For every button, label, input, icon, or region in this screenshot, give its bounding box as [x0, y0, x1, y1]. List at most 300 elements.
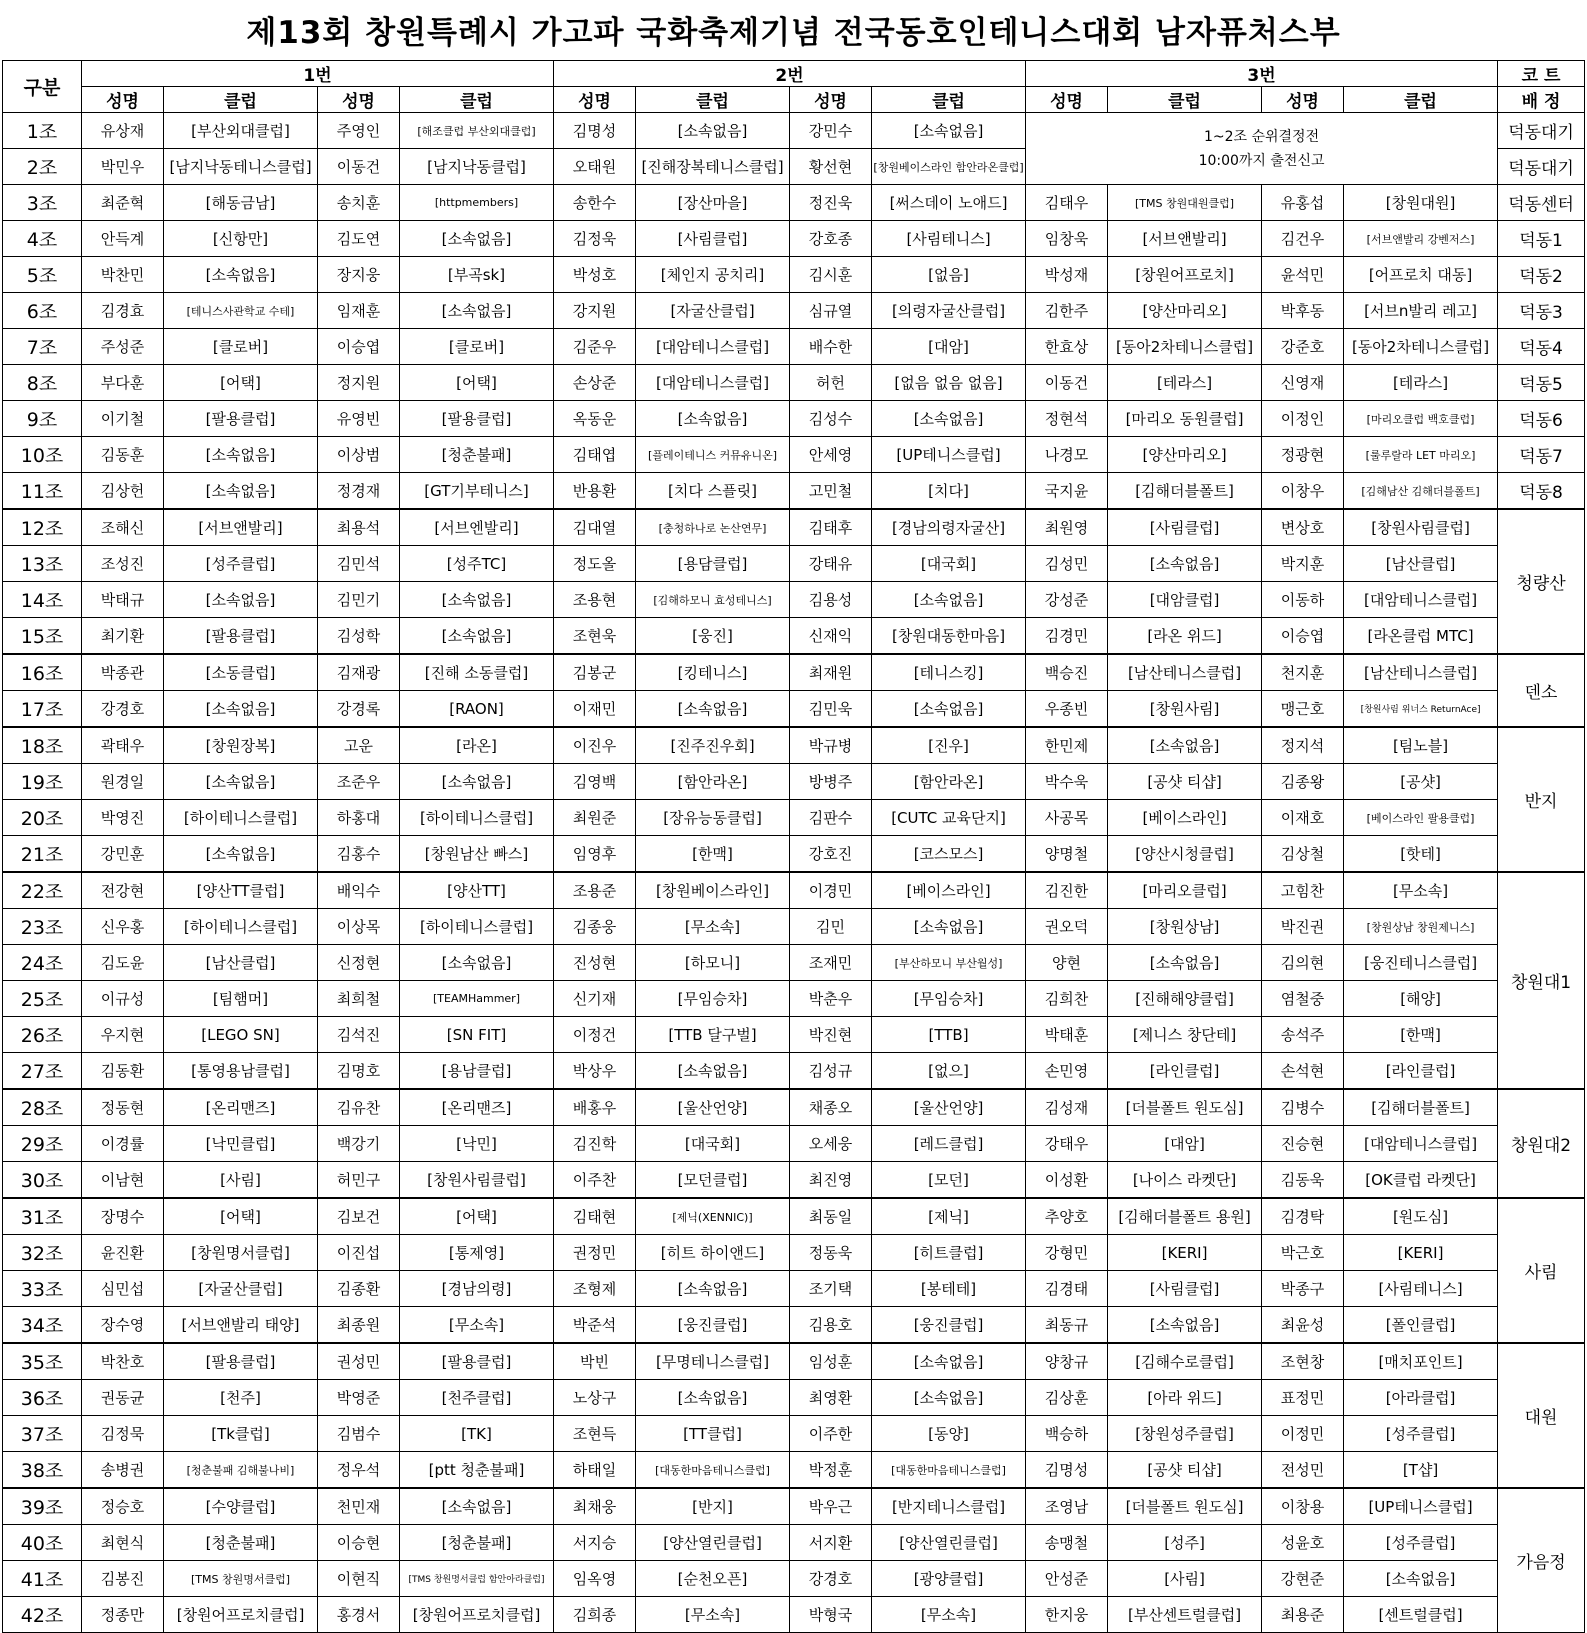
club-cell: [나이스 라켓단]: [1108, 1162, 1262, 1199]
table-row: [3, 257, 1585, 293]
group-label: 9조: [3, 401, 82, 437]
player-name-cell: 최동규: [1026, 1307, 1108, 1344]
player-name-cell: 김판수: [790, 800, 872, 836]
club-cell: [서브엔발리]: [400, 509, 554, 546]
player-name-cell: 조현욱: [554, 618, 636, 655]
table-row: [3, 1307, 1585, 1344]
club-cell: [천주]: [164, 1380, 318, 1416]
player-name-cell: 국지윤: [1026, 473, 1108, 510]
header-slot-3: 3번: [1026, 61, 1498, 87]
club-cell: [서브n발리 레고]: [1344, 293, 1498, 329]
court-assignment: 덴소: [1498, 654, 1585, 727]
club-cell: [없으]: [872, 1053, 1026, 1090]
club-cell: [소속없음]: [400, 764, 554, 800]
court-assignment: 대원: [1498, 1343, 1585, 1488]
player-name-cell: 정동욱: [790, 1235, 872, 1271]
club-cell: [없음]: [872, 257, 1026, 293]
player-name-cell: 안득계: [82, 221, 164, 257]
header-name: 성명: [1262, 87, 1344, 113]
club-cell: [부산외대클럽]: [164, 113, 318, 149]
club-cell: [없음 없음 없음]: [872, 365, 1026, 401]
group-label: 40조: [3, 1525, 82, 1561]
player-name-cell: 최종원: [318, 1307, 400, 1344]
club-cell: [진주진우회]: [636, 727, 790, 764]
club-cell: [소속없음]: [872, 1380, 1026, 1416]
club-cell: [하이테니스클럽]: [164, 800, 318, 836]
club-cell: [OK클럽 라켓단]: [1344, 1162, 1498, 1199]
group-label: 7조: [3, 329, 82, 365]
header-name: 성명: [318, 87, 400, 113]
court-assignment: 가음정: [1498, 1488, 1585, 1633]
table-row: [3, 691, 1585, 728]
player-name-cell: 김의현: [1262, 945, 1344, 981]
table-row: [3, 1198, 1585, 1235]
group-label: 4조: [3, 221, 82, 257]
club-cell: [LEGO SN]: [164, 1017, 318, 1053]
group-label: 3조: [3, 185, 82, 221]
court-assignment: 반지: [1498, 727, 1585, 872]
club-cell: [소속없음]: [636, 691, 790, 728]
player-name-cell: 박진현: [790, 1017, 872, 1053]
player-name-cell: 박종관: [82, 654, 164, 691]
club-cell: [써스데이 노애드]: [872, 185, 1026, 221]
player-name-cell: 김경효: [82, 293, 164, 329]
club-cell: [반지]: [636, 1488, 790, 1525]
club-cell: [동아2차테니스클럽]: [1108, 329, 1262, 365]
club-cell: [베이스라인]: [872, 872, 1026, 909]
player-name-cell: 강민훈: [82, 836, 164, 873]
group-label: 26조: [3, 1017, 82, 1053]
player-name-cell: 박진권: [1262, 909, 1344, 945]
player-name-cell: 박준석: [554, 1307, 636, 1344]
player-name-cell: 임옥영: [554, 1561, 636, 1597]
court-assignment: 덕동5: [1498, 365, 1585, 401]
player-name-cell: 이재민: [554, 691, 636, 728]
group-label: 25조: [3, 981, 82, 1017]
club-cell: [라인클럽]: [1344, 1053, 1498, 1090]
club-cell: [UP테니스클럽]: [1344, 1488, 1498, 1525]
group-label: 6조: [3, 293, 82, 329]
player-name-cell: 안세영: [790, 437, 872, 473]
player-name-cell: 최윤성: [1262, 1307, 1344, 1344]
player-name-cell: 최현식: [82, 1525, 164, 1561]
club-cell: [무명테니스클럽]: [636, 1343, 790, 1380]
club-cell: [어택]: [164, 365, 318, 401]
club-cell: [소속없음]: [636, 401, 790, 437]
club-cell: [어프로치 대동]: [1344, 257, 1498, 293]
player-name-cell: 송한수: [554, 185, 636, 221]
club-cell: [용남클럽]: [400, 1053, 554, 1090]
player-name-cell: 강경호: [82, 691, 164, 728]
playoff-note-line2: 10:00까지 출전신고: [1198, 152, 1325, 169]
player-name-cell: 심규열: [790, 293, 872, 329]
club-cell: [라온]: [400, 727, 554, 764]
player-name-cell: 최희철: [318, 981, 400, 1017]
player-name-cell: 원경일: [82, 764, 164, 800]
header-slot-1: 1번: [82, 61, 554, 87]
club-cell: [어택]: [400, 365, 554, 401]
club-cell: [자굴산클럽]: [164, 1271, 318, 1307]
club-cell: [수양클럽]: [164, 1488, 318, 1525]
club-cell: [체인지 공치리]: [636, 257, 790, 293]
club-cell: [창원사림클럽]: [400, 1162, 554, 1199]
club-cell: [CUTC 교육단지]: [872, 800, 1026, 836]
player-name-cell: 신우홍: [82, 909, 164, 945]
club-cell: [서브앤발리 강벤저스]: [1344, 221, 1498, 257]
club-cell: [양산시청클럽]: [1108, 836, 1262, 873]
player-name-cell: 강경록: [318, 691, 400, 728]
club-cell: [양산마리오]: [1108, 293, 1262, 329]
club-cell: [울산언양]: [872, 1089, 1026, 1126]
club-cell: [천주클럽]: [400, 1380, 554, 1416]
player-name-cell: 최용준: [1262, 1597, 1344, 1633]
club-cell: [히트 하이앤드]: [636, 1235, 790, 1271]
player-name-cell: 양명철: [1026, 836, 1108, 873]
player-name-cell: 김태우: [1026, 185, 1108, 221]
group-label: 19조: [3, 764, 82, 800]
player-name-cell: 이주찬: [554, 1162, 636, 1199]
player-name-cell: 허헌: [790, 365, 872, 401]
player-name-cell: 정광현: [1262, 437, 1344, 473]
group-label: 16조: [3, 654, 82, 691]
page-title: 제13회 창원특례시 가고파 국화축제기념 전국동호인테니스대회 남자퓨처스부: [246, 14, 1341, 51]
player-name-cell: 이정인: [1262, 401, 1344, 437]
club-cell: [TT클럽]: [636, 1416, 790, 1452]
player-name-cell: 조재민: [790, 945, 872, 981]
player-name-cell: 송병권: [82, 1452, 164, 1489]
player-name-cell: 손민영: [1026, 1053, 1108, 1090]
table-row: [3, 764, 1585, 800]
player-name-cell: 정경재: [318, 473, 400, 510]
player-name-cell: 한효상: [1026, 329, 1108, 365]
group-label: 24조: [3, 945, 82, 981]
club-cell: [성주클럽]: [1344, 1416, 1498, 1452]
club-cell: [진우]: [872, 727, 1026, 764]
player-name-cell: 박후동: [1262, 293, 1344, 329]
club-cell: [진해해양클럽]: [1108, 981, 1262, 1017]
player-name-cell: 임창욱: [1026, 221, 1108, 257]
player-name-cell: 이경민: [790, 872, 872, 909]
player-name-cell: 박정훈: [790, 1452, 872, 1489]
club-cell: [RAON]: [400, 691, 554, 728]
player-name-cell: 김준우: [554, 329, 636, 365]
player-name-cell: 김성학: [318, 618, 400, 655]
table-body: [3, 61, 1585, 1633]
player-name-cell: 하태일: [554, 1452, 636, 1489]
player-name-cell: 이창우: [1262, 473, 1344, 510]
club-cell: [소속없음]: [636, 1271, 790, 1307]
club-cell: [TK]: [400, 1416, 554, 1452]
player-name-cell: 유상재: [82, 113, 164, 149]
table-row: [3, 1126, 1585, 1162]
club-cell: [진해 소동클럽]: [400, 654, 554, 691]
header-slot-2: 2번: [554, 61, 1026, 87]
player-name-cell: 김종왕: [1262, 764, 1344, 800]
club-cell: [폴인클럽]: [1344, 1307, 1498, 1344]
club-cell: [통영용남클럽]: [164, 1053, 318, 1090]
club-cell: [TMS 창원명서클럽]: [164, 1561, 318, 1597]
player-name-cell: 윤석민: [1262, 257, 1344, 293]
player-name-cell: 양창규: [1026, 1343, 1108, 1380]
player-name-cell: 고힘찬: [1262, 872, 1344, 909]
club-cell: [소속없음]: [872, 582, 1026, 618]
player-name-cell: 송치훈: [318, 185, 400, 221]
club-cell: [사림테니스]: [872, 221, 1026, 257]
group-label: 8조: [3, 365, 82, 401]
table-row: [3, 1525, 1585, 1561]
group-label: 2조: [3, 149, 82, 185]
club-cell: [자굴산클럽]: [636, 293, 790, 329]
header-club: 클럽: [872, 87, 1026, 113]
group-label: 34조: [3, 1307, 82, 1344]
group-label: 36조: [3, 1380, 82, 1416]
player-name-cell: 정승호: [82, 1488, 164, 1525]
club-cell: [테라스]: [1108, 365, 1262, 401]
table-row: [3, 1488, 1585, 1525]
player-name-cell: 박찬호: [82, 1343, 164, 1380]
player-name-cell: 조현창: [1262, 1343, 1344, 1380]
club-cell: [소속없음]: [1108, 727, 1262, 764]
club-cell: [모던클럽]: [636, 1162, 790, 1199]
club-cell: [팀햄머]: [164, 981, 318, 1017]
table-row: [3, 293, 1585, 329]
player-name-cell: 김진한: [1026, 872, 1108, 909]
player-name-cell: 신정현: [318, 945, 400, 981]
header-row-slots: [3, 61, 1585, 87]
group-label: 5조: [3, 257, 82, 293]
player-name-cell: 우지현: [82, 1017, 164, 1053]
player-name-cell: 강민수: [790, 113, 872, 149]
player-name-cell: 최원영: [1026, 509, 1108, 546]
club-cell: [라인클럽]: [1108, 1053, 1262, 1090]
table-row: [3, 909, 1585, 945]
player-name-cell: 안성준: [1026, 1561, 1108, 1597]
club-cell: [김해하모니 효성테니스]: [636, 582, 790, 618]
player-name-cell: 김도윤: [82, 945, 164, 981]
table-row: [3, 1343, 1585, 1380]
club-cell: [순천오픈]: [636, 1561, 790, 1597]
club-cell: [사림]: [1108, 1561, 1262, 1597]
player-name-cell: 김태후: [790, 509, 872, 546]
player-name-cell: 김명호: [318, 1053, 400, 1090]
player-name-cell: 방병주: [790, 764, 872, 800]
club-cell: [대암]: [1108, 1126, 1262, 1162]
player-name-cell: 나경모: [1026, 437, 1108, 473]
club-cell: [소속없음]: [164, 473, 318, 510]
club-cell: [무소속]: [872, 1597, 1026, 1633]
player-name-cell: 김시훈: [790, 257, 872, 293]
table-row: [3, 1235, 1585, 1271]
table-row: [3, 618, 1585, 655]
club-cell: [대암테니스클럽]: [1344, 582, 1498, 618]
group-label: 18조: [3, 727, 82, 764]
player-name-cell: 김태엽: [554, 437, 636, 473]
club-cell: [창원어프로치]: [1108, 257, 1262, 293]
player-name-cell: 하홍대: [318, 800, 400, 836]
player-name-cell: 우종빈: [1026, 691, 1108, 728]
club-cell: [라온클럽 MTC]: [1344, 618, 1498, 655]
club-cell: [TTB]: [872, 1017, 1026, 1053]
header-court-top: 코 트: [1498, 61, 1585, 87]
player-name-cell: 노상구: [554, 1380, 636, 1416]
club-cell: [KERI]: [1108, 1235, 1262, 1271]
player-name-cell: 김종환: [318, 1271, 400, 1307]
group-label: 41조: [3, 1561, 82, 1597]
club-cell: [부곡sk]: [400, 257, 554, 293]
table-row: [3, 509, 1585, 546]
player-name-cell: 김민욱: [790, 691, 872, 728]
club-cell: [창원대원]: [1344, 185, 1498, 221]
court-assignment: 덕동8: [1498, 473, 1585, 510]
group-label: 42조: [3, 1597, 82, 1633]
club-cell: [대암]: [872, 329, 1026, 365]
club-cell: [신항만]: [164, 221, 318, 257]
club-cell: [창원사림]: [1108, 691, 1262, 728]
player-name-cell: 강성준: [1026, 582, 1108, 618]
player-name-cell: 강경호: [790, 1561, 872, 1597]
club-cell: [팔용클럽]: [164, 618, 318, 655]
player-name-cell: 박수욱: [1026, 764, 1108, 800]
group-label: 11조: [3, 473, 82, 510]
club-cell: [사림클럽]: [1108, 1271, 1262, 1307]
player-name-cell: 염철중: [1262, 981, 1344, 1017]
club-cell: [사림테니스]: [1344, 1271, 1498, 1307]
player-name-cell: 박영진: [82, 800, 164, 836]
header-club: 클럽: [1344, 87, 1498, 113]
player-name-cell: 서지승: [554, 1525, 636, 1561]
club-cell: [테니스사관학교 수테]: [164, 293, 318, 329]
club-cell: [팔용클럽]: [164, 401, 318, 437]
table-row: [3, 1089, 1585, 1126]
club-cell: [창원성주클럽]: [1108, 1416, 1262, 1452]
player-name-cell: 오세웅: [790, 1126, 872, 1162]
player-name-cell: 심민섭: [82, 1271, 164, 1307]
player-name-cell: 김한주: [1026, 293, 1108, 329]
player-name-cell: 박규병: [790, 727, 872, 764]
player-name-cell: 조기택: [790, 1271, 872, 1307]
player-name-cell: 부다훈: [82, 365, 164, 401]
club-cell: [장유능동클럽]: [636, 800, 790, 836]
player-name-cell: 표정민: [1262, 1380, 1344, 1416]
table-row: [3, 185, 1585, 221]
player-name-cell: 박태훈: [1026, 1017, 1108, 1053]
player-name-cell: 박지훈: [1262, 546, 1344, 582]
player-name-cell: 이주한: [790, 1416, 872, 1452]
player-name-cell: 조영남: [1026, 1488, 1108, 1525]
player-name-cell: 이승현: [318, 1525, 400, 1561]
player-name-cell: 김대열: [554, 509, 636, 546]
club-cell: [양산TT]: [400, 872, 554, 909]
player-name-cell: 김병수: [1262, 1089, 1344, 1126]
club-cell: [충청하나로 논산연무]: [636, 509, 790, 546]
player-name-cell: 권동균: [82, 1380, 164, 1416]
club-cell: [베이스라인]: [1108, 800, 1262, 836]
club-cell: [공샷]: [1344, 764, 1498, 800]
player-name-cell: 정진욱: [790, 185, 872, 221]
club-cell: [팔용클럽]: [400, 401, 554, 437]
club-cell: [마리오클럽]: [1108, 872, 1262, 909]
player-name-cell: 김상철: [1262, 836, 1344, 873]
court-assignment: 덕동6: [1498, 401, 1585, 437]
club-cell: [히트클럽]: [872, 1235, 1026, 1271]
group-label: 15조: [3, 618, 82, 655]
club-cell: [베이스라인 팔용클럽]: [1344, 800, 1498, 836]
player-name-cell: 정지석: [1262, 727, 1344, 764]
group-label: 10조: [3, 437, 82, 473]
club-cell: [소속없음]: [872, 909, 1026, 945]
table-row: [3, 365, 1585, 401]
club-cell: [소속없음]: [872, 113, 1026, 149]
club-cell: [아라 위드]: [1108, 1380, 1262, 1416]
player-name-cell: 김성수: [790, 401, 872, 437]
club-cell: [웅진클럽]: [636, 1307, 790, 1344]
club-cell: [창원어프로치클럽]: [164, 1597, 318, 1633]
table-row: [3, 981, 1585, 1017]
club-cell: [공샷 티샵]: [1108, 764, 1262, 800]
club-cell: [TMS 창원대원클럽]: [1108, 185, 1262, 221]
player-name-cell: 최준혁: [82, 185, 164, 221]
player-name-cell: 장지웅: [318, 257, 400, 293]
player-name-cell: 김봉군: [554, 654, 636, 691]
club-cell: [TTB 달구벌]: [636, 1017, 790, 1053]
table-row: [3, 1561, 1585, 1597]
playoff-note-line1: 1~2조 순위결정전: [1203, 128, 1320, 145]
header-club: 클럽: [636, 87, 790, 113]
club-cell: [소속없음]: [400, 221, 554, 257]
club-cell: [소동클럽]: [164, 654, 318, 691]
club-cell: [남산클럽]: [1344, 546, 1498, 582]
club-cell: [소속없음]: [400, 945, 554, 981]
court-assignment: 덕동3: [1498, 293, 1585, 329]
player-name-cell: 한지웅: [1026, 1597, 1108, 1633]
player-name-cell: 장수영: [82, 1307, 164, 1344]
court-assignment: 덕동4: [1498, 329, 1585, 365]
table-row: [3, 546, 1585, 582]
club-cell: [무임승차]: [872, 981, 1026, 1017]
club-cell: [모던]: [872, 1162, 1026, 1199]
group-label: 13조: [3, 546, 82, 582]
player-name-cell: 김명성: [554, 113, 636, 149]
player-name-cell: 송맹철: [1026, 1525, 1108, 1561]
table-row: [3, 1053, 1585, 1090]
player-name-cell: 이규성: [82, 981, 164, 1017]
club-cell: [경남의령]: [400, 1271, 554, 1307]
group-label: 21조: [3, 836, 82, 873]
club-cell: [청춘불패]: [400, 437, 554, 473]
club-cell: [소속없음]: [164, 764, 318, 800]
court-assignment: 덕동1: [1498, 221, 1585, 257]
club-cell: [레드클럽]: [872, 1126, 1026, 1162]
club-cell: [무소속]: [1344, 872, 1498, 909]
club-cell: [치다]: [872, 473, 1026, 510]
player-name-cell: 김용성: [790, 582, 872, 618]
player-name-cell: 박성호: [554, 257, 636, 293]
club-cell: [청춘불패]: [400, 1525, 554, 1561]
player-name-cell: 강지원: [554, 293, 636, 329]
club-cell: [마리오 동원클럽]: [1108, 401, 1262, 437]
court-assignment: 청량산: [1498, 509, 1585, 654]
club-cell: [김해더블폴트 용원]: [1108, 1198, 1262, 1235]
player-name-cell: 이남현: [82, 1162, 164, 1199]
club-cell: [청춘불패 김해불나비]: [164, 1452, 318, 1489]
club-cell: [한맥]: [1344, 1017, 1498, 1053]
club-cell: [UP테니스클럽]: [872, 437, 1026, 473]
club-cell: [사림]: [164, 1162, 318, 1199]
club-cell: [웅진]: [636, 618, 790, 655]
club-cell: [핫테]: [1344, 836, 1498, 873]
club-cell: [팀노블]: [1344, 727, 1498, 764]
club-cell: [매치포인트]: [1344, 1343, 1498, 1380]
